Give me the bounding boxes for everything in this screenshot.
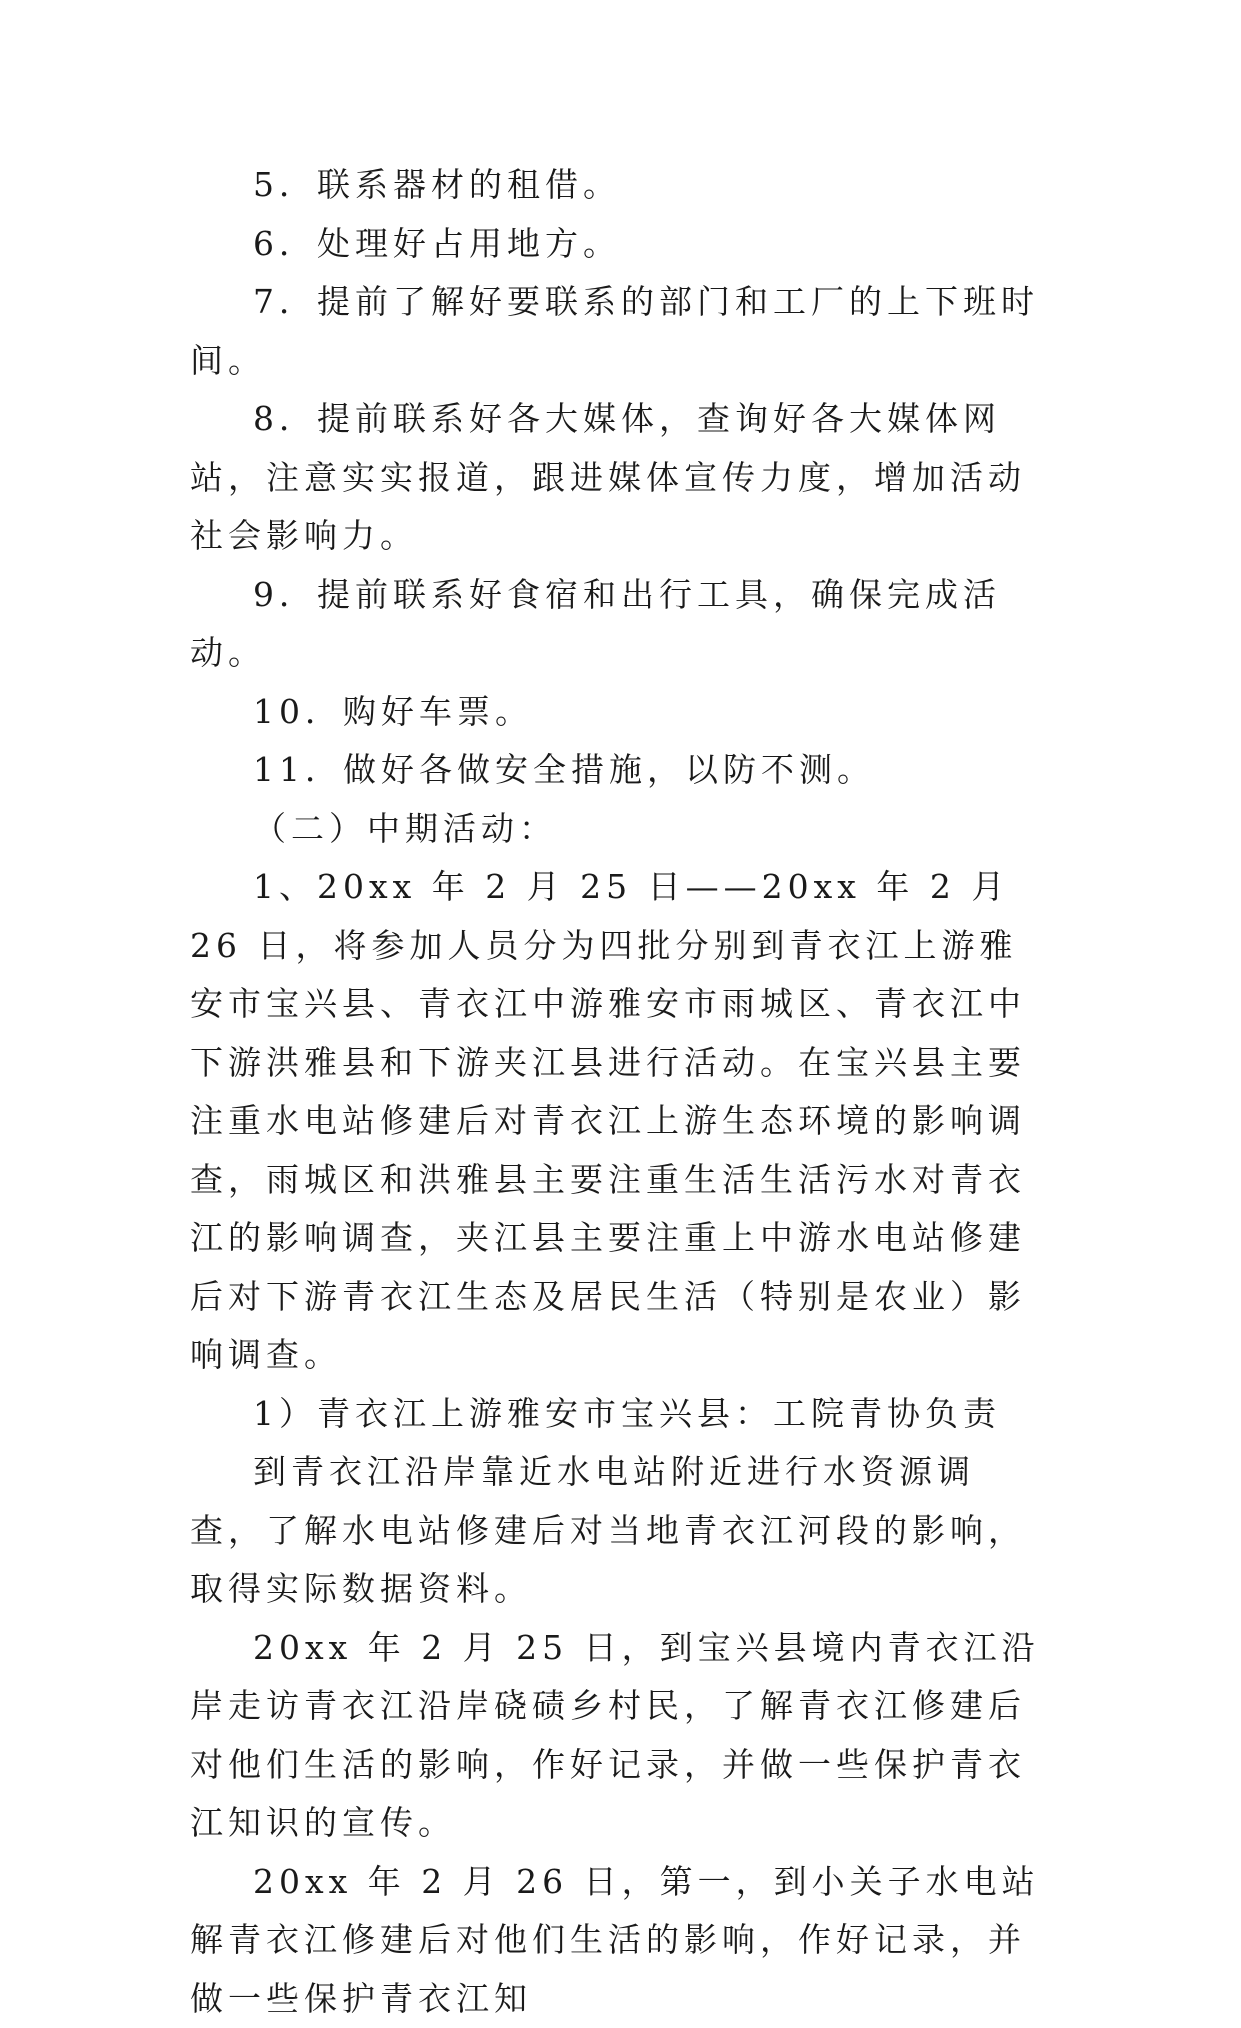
paragraph-item-10: 10．购好车票。	[190, 683, 1050, 742]
paragraph-item-6: 6．处理好占用地方。	[190, 215, 1050, 274]
paragraph-item-11: 11．做好各做安全措施，以防不测。	[190, 741, 1050, 800]
paragraph-item-7: 7．提前了解好要联系的部门和工厂的上下班时间。	[190, 273, 1050, 390]
section-heading-midterm: （二）中期活动：	[190, 800, 1050, 859]
paragraph-item-8: 8．提前联系好各大媒体，查询好各大媒体网站，注意实实报道，跟进媒体宣传力度，增加活动社会影响力。	[190, 390, 1050, 566]
paragraph-activity-overview: 1、20xx 年 2 月 25 日——20xx 年 2 月 26 日，将参加人员分为四批分别到青衣江上游雅安市宝兴县、青衣江中游雅安市雨城区、青衣江中下游洪雅县和下游夹江县进行活动。在宝兴县主要注重水电站修建后对青衣江上游生态环境的影响调查，雨城区和洪雅县主要注重生活生活污水对青衣江的影响调查，夹江县主要注重上中游水电站修建后对下游青衣江生态及居民生活（特别是农业）影响调查。	[190, 858, 1050, 1385]
paragraph-water-survey: 到青衣江沿岸靠近水电站附近进行水资源调查，了解水电站修建后对当地青衣江河段的影响，取得实际数据资料。	[190, 1443, 1050, 1619]
paragraph-item-5: 5．联系器材的租借。	[190, 156, 1050, 215]
paragraph-feb-26: 20xx 年 2 月 26 日，第一，到小关子水电站解青衣江修建后对他们生活的影响，作好记录，并做一些保护青衣江知	[190, 1853, 1050, 2028]
paragraph-feb-25: 20xx 年 2 月 25 日，到宝兴县境内青衣江沿岸走访青衣江沿岸硗碛乡村民，了解青衣江修建后对他们生活的影响，作好记录，并做一些保护青衣江知识的宣传。	[190, 1619, 1050, 1853]
subheading-baoxing: 1）青衣江上游雅安市宝兴县：工院青协负责	[190, 1385, 1050, 1444]
document-body	[190, 156, 1050, 2028]
paragraph-item-9: 9．提前联系好食宿和出行工具，确保完成活动。	[190, 566, 1050, 683]
